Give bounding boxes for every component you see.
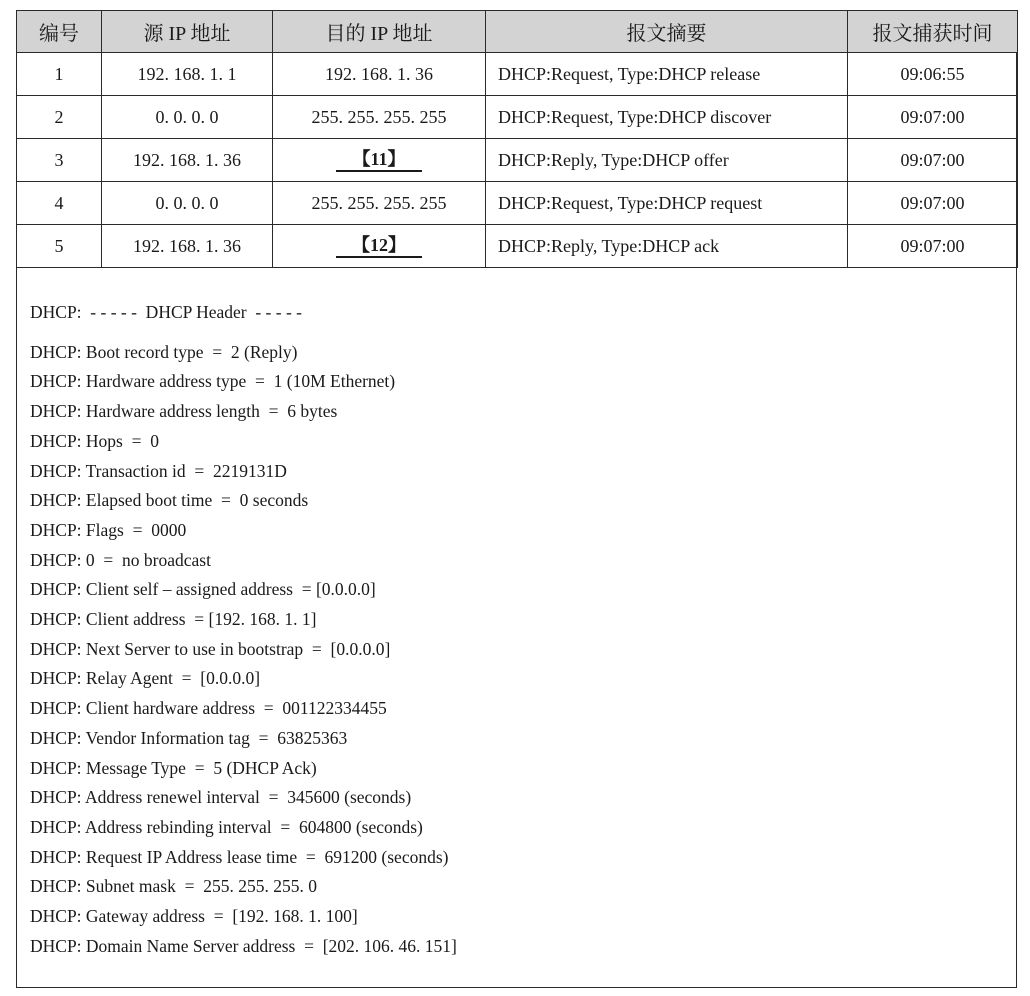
detail-line: DHCP: Elapsed boot time = 0 seconds (30, 490, 309, 511)
cell-destination-ip (273, 139, 486, 182)
detail-line: DHCP: Boot record type = 2 (Reply) (30, 341, 298, 362)
table-row (17, 225, 1018, 268)
header-number: 编号 (17, 11, 102, 53)
detail-line: DHCP: Address rebinding interval = 604800 (seconds) (30, 816, 423, 837)
detail-line: DHCP: Client address = [192. 168. 1. 1] (30, 609, 317, 630)
cell-source-ip: 192. 168. 1. 36 (102, 139, 273, 182)
cell-number: 1 (17, 53, 102, 96)
cell-number: 3 (17, 139, 102, 182)
packet-capture-table (16, 10, 1018, 268)
cell-source-ip: 0. 0. 0. 0 (102, 96, 273, 139)
cell-destination-ip: 255. 255. 255. 255 (273, 96, 486, 139)
table-row (17, 96, 1018, 139)
cell-destination-ip: 255. 255. 255. 255 (273, 182, 486, 225)
detail-line: DHCP: Request IP Address lease time = 691200 (seconds) (30, 846, 449, 867)
detail-line: DHCP: Client self – assigned address = [0.0.0.0] (30, 579, 376, 600)
detail-line: DHCP: Transaction id = 2219131D (30, 460, 287, 481)
cell-source-ip: 192. 168. 1. 1 (102, 53, 273, 96)
cell-destination-ip (273, 225, 486, 268)
cell-source-ip: 192. 168. 1. 36 (102, 225, 273, 268)
cell-summary: DHCP:Request, Type:DHCP discover (486, 96, 848, 139)
answer-blank-12: 【12】 (336, 234, 422, 258)
header-source-ip: 源 IP 地址 (102, 11, 273, 53)
cell-summary: DHCP:Reply, Type:DHCP ack (486, 225, 848, 268)
detail-line: DHCP: Domain Name Server address = [202. 106. 46. 151] (30, 935, 457, 956)
detail-line: DHCP: Address renewel interval = 345600 (seconds) (30, 787, 412, 808)
cell-time: 09:06:55 (848, 53, 1018, 96)
cell-summary: DHCP:Request, Type:DHCP release (486, 53, 848, 96)
detail-line: DHCP: Relay Agent = [0.0.0.0] (30, 668, 261, 689)
detail-line: DHCP: Hardware address type = 1 (10M Ethernet) (30, 371, 396, 392)
header-packet-summary: 报文摘要 (486, 11, 848, 53)
cell-summary: DHCP:Request, Type:DHCP request (486, 182, 848, 225)
cell-number: 5 (17, 225, 102, 268)
table-row (17, 182, 1018, 225)
cell-source-ip: 0. 0. 0. 0 (102, 182, 273, 225)
cell-destination-ip: 192. 168. 1. 36 (273, 53, 486, 96)
detail-line: DHCP: Next Server to use in bootstrap = [0.0.0.0] (30, 638, 391, 659)
detail-line: DHCP: Subnet mask = 255. 255. 255. 0 (30, 876, 317, 897)
cell-number: 2 (17, 96, 102, 139)
table-header-row (17, 11, 1018, 53)
header-destination-ip: 目的 IP 地址 (273, 11, 486, 53)
table-row (17, 53, 1018, 96)
dhcp-header-line: DHCP: - - - - - DHCP Header - - - - - (30, 302, 302, 322)
cell-time: 09:07:00 (848, 182, 1018, 225)
cell-time: 09:07:00 (848, 139, 1018, 182)
header-capture-time: 报文捕获时间 (848, 11, 1018, 53)
detail-line: DHCP: Flags = 0000 (30, 519, 187, 540)
cell-summary: DHCP:Reply, Type:DHCP offer (486, 139, 848, 182)
cell-number: 4 (17, 182, 102, 225)
cell-time: 09:07:00 (848, 96, 1018, 139)
cell-time: 09:07:00 (848, 225, 1018, 268)
answer-blank-11: 【11】 (336, 148, 422, 172)
detail-line: DHCP: Hops = 0 (30, 430, 159, 451)
detail-line: DHCP: Gateway address = [192. 168. 1. 100] (30, 906, 358, 927)
detail-line: DHCP: 0 = no broadcast (30, 549, 211, 570)
table-row (17, 139, 1018, 182)
detail-line: DHCP: Message Type = 5 (DHCP Ack) (30, 757, 317, 778)
detail-line: DHCP: Client hardware address = 001122334455 (30, 698, 387, 719)
dhcp-packet-detail (30, 298, 457, 961)
detail-line: DHCP: Hardware address length = 6 bytes (30, 401, 338, 422)
detail-line: DHCP: Vendor Information tag = 63825363 (30, 727, 348, 748)
